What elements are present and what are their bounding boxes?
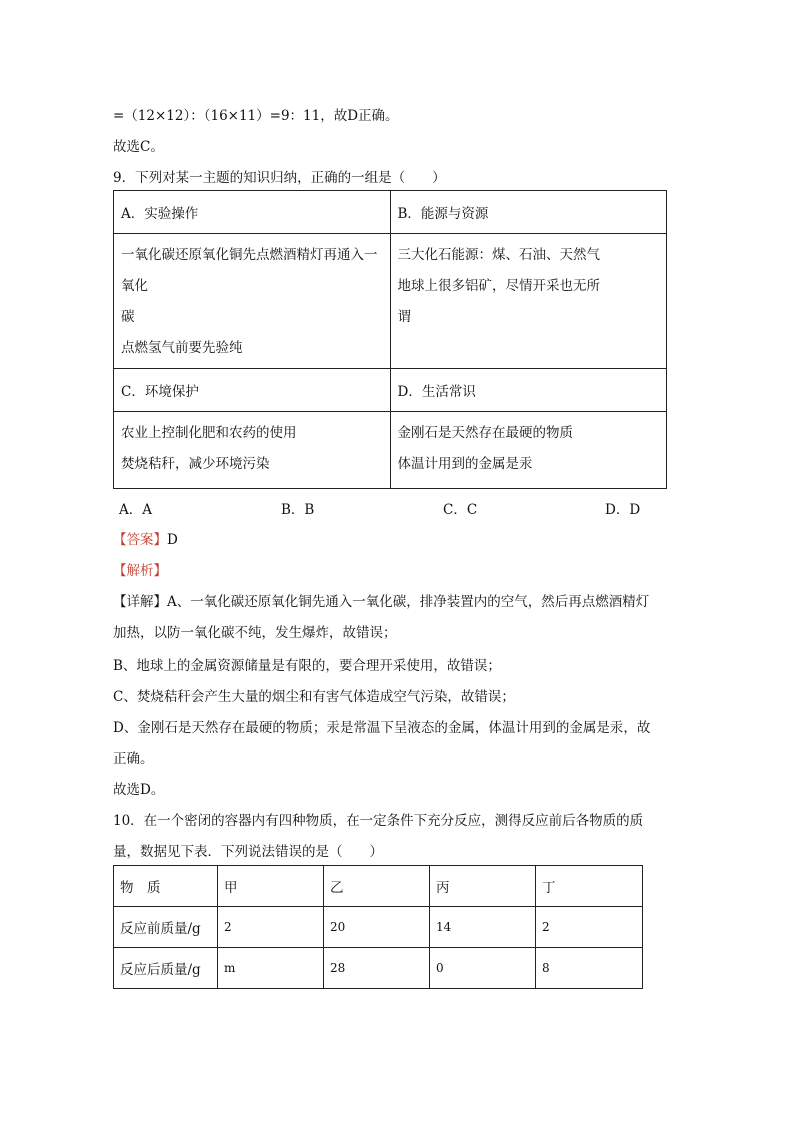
cell-a-content	[114, 234, 391, 369]
table-header-cell: 甲	[218, 866, 324, 907]
mass-table	[113, 865, 643, 989]
cell-line: 地球上很多铝矿，尽情开采也无所	[397, 278, 600, 294]
table-cell: 8	[536, 948, 643, 989]
cell-b-content	[390, 234, 667, 369]
table-cell: 28	[324, 948, 430, 989]
option-b: B．B	[281, 502, 315, 518]
question-10: 10．在一个密闭的容器内有四种物质，在一定条件下充分反应，测得反应前后各物质的质	[113, 813, 644, 829]
answer-label: 【答案】	[113, 532, 167, 548]
cell-line: 体温计用到的金属是汞	[397, 456, 533, 472]
cell-a-title: A．实验操作	[114, 191, 391, 234]
option-d: D．D	[605, 502, 641, 518]
table-header-cell: 物 质	[114, 866, 218, 907]
detail-line: 正确。	[113, 751, 154, 767]
table-cell: 0	[430, 948, 536, 989]
detail-line: B、地球上的金属资源储量是有限的，要合理开采使用，故错误；	[113, 658, 501, 674]
option-c: C．C	[443, 502, 478, 518]
table-header-cell: 丁	[536, 866, 643, 907]
table-cell: 2	[536, 907, 643, 948]
table-cell: 20	[324, 907, 430, 948]
table-row	[114, 948, 643, 989]
cell-line: 一氧化碳还原氧化铜先点燃酒精灯再通入一氧化	[121, 247, 378, 294]
detail-text: A、一氧化碳还原氧化铜先通入一氧化碳，排净装置内的空气，然后再点燃酒精灯	[167, 594, 650, 610]
question-9: 9．下列对某一主题的知识归纳，正确的一组是（ ）	[113, 170, 446, 186]
table-cell: 14	[430, 907, 536, 948]
table-cell: m	[218, 948, 324, 989]
table-header-cell: 丙	[430, 866, 536, 907]
cell-d-content	[390, 412, 667, 489]
detail-line: 故选D。	[113, 782, 165, 798]
cell-d-title: D．生活常识	[390, 369, 667, 412]
detail-line: D、金刚石是天然存在最硬的物质；汞是常温下呈液态的金属，体温计用到的金属是汞，故	[113, 720, 651, 736]
table-row	[114, 907, 643, 948]
cell-line: 农业上控制化肥和农药的使用	[121, 425, 297, 441]
cell-line: 三大化石能源：煤、石油、天然气	[397, 247, 600, 263]
table-cell: 2	[218, 907, 324, 948]
detail-label: 【详解】	[113, 594, 167, 610]
cell-line: 金刚石是天然存在最硬的物质	[397, 425, 573, 441]
cell-c-content	[114, 412, 391, 489]
cell-line: 谓	[397, 309, 411, 325]
cell-b-title: B．能源与资源	[390, 191, 667, 234]
table-cell: 反应前质量/g	[114, 907, 218, 948]
detail-line: C、焚烧秸秆会产生大量的烟尘和有害气体造成空气污染，故错误；	[113, 689, 515, 705]
cell-line: 点燃氢气前要先验纯	[121, 340, 243, 356]
table-header-cell: 乙	[324, 866, 430, 907]
cell-line: 碳	[121, 309, 135, 325]
question-10: 量，数据见下表．下列说法错误的是（ ）	[113, 844, 383, 860]
analysis-label: 【解析】	[113, 563, 167, 579]
answer-line	[113, 528, 178, 548]
cell-c-title: C．环境保护	[114, 369, 391, 412]
table-cell: 反应后质量/g	[114, 948, 218, 989]
option-a: A．A	[119, 502, 152, 518]
table-row	[114, 866, 643, 907]
question-9-table	[113, 190, 667, 489]
detail-line: 加热，以防一氧化碳不纯，发生爆炸，故错误；	[113, 625, 397, 641]
cell-line: 焚烧秸秆，减少环境污染	[121, 456, 270, 472]
answer-value: D	[167, 532, 178, 548]
text-line: 故选C。	[113, 139, 164, 155]
detail-line	[113, 590, 649, 610]
text-line: =（12×12）：（16×11）=9：11，故D正确。	[113, 108, 399, 124]
